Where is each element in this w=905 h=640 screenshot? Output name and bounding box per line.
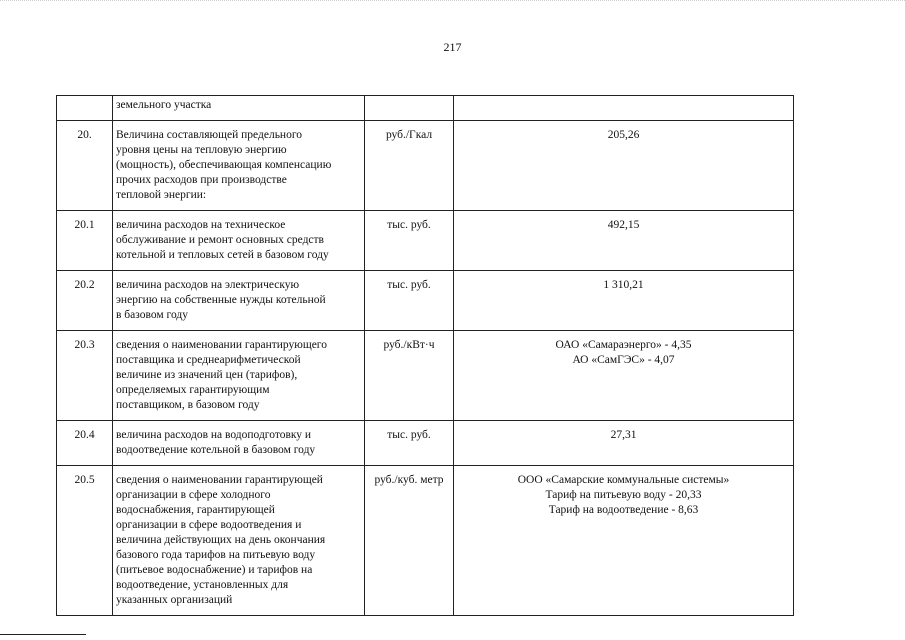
row-number: 20.3 — [57, 331, 113, 421]
row-number: 20.5 — [57, 466, 113, 616]
row-description — [113, 421, 365, 466]
table-row — [57, 211, 794, 271]
table-row — [57, 121, 794, 211]
row-description — [113, 466, 365, 616]
row-value — [454, 331, 794, 421]
tariff-table — [56, 95, 794, 616]
table-row — [57, 96, 794, 121]
row-number — [57, 96, 113, 121]
description-line: указанных организаций — [116, 594, 233, 606]
table-row — [57, 271, 794, 331]
description-line: организации в сфере водоотведения и — [116, 519, 302, 531]
row-unit: руб./кВт·ч — [365, 331, 454, 421]
description-line: базового года тарифов на питьевую воду — [116, 549, 316, 561]
description-line: прочих расходов при производстве — [116, 174, 287, 186]
scan-top-edge — [0, 0, 905, 2]
row-description — [113, 271, 365, 331]
description-line: водоотведение котельной в базовом году — [116, 444, 316, 456]
footnote-rule — [0, 634, 86, 635]
value-line: АО «СамГЭС» - 4,07 — [572, 354, 675, 366]
table-row — [57, 331, 794, 421]
row-number: 20.2 — [57, 271, 113, 331]
description-line: поставщика и среднеарифметической — [116, 354, 301, 366]
value-line: ООО «Самарские коммунальные системы» — [517, 474, 730, 486]
description-line: величина расходов на техническое — [116, 219, 286, 231]
row-description — [113, 211, 365, 271]
description-line: водоснабжения, гарантирующей — [116, 504, 275, 516]
row-value — [454, 121, 794, 211]
description-line: величина расходов на электрическую — [116, 279, 300, 291]
row-value — [454, 211, 794, 271]
description-line: Величина составляющей предельного — [116, 129, 303, 141]
value-line: Тариф на питьевую воду - 20,33 — [545, 489, 702, 501]
description-line: сведения о наименовании гарантирующего — [116, 339, 327, 351]
row-number: 20. — [57, 121, 113, 211]
row-description — [113, 121, 365, 211]
description-line: (мощность), обеспечивающая компенсацию — [116, 159, 332, 171]
row-unit — [365, 96, 454, 121]
row-unit: тыс. руб. — [365, 271, 454, 331]
row-unit: тыс. руб. — [365, 421, 454, 466]
description-line: определяемых гарантирующим — [116, 384, 270, 396]
row-value — [454, 421, 794, 466]
description-line: величина расходов на водоподготовку и — [116, 429, 312, 441]
row-unit: руб./куб. метр — [365, 466, 454, 616]
page-number: 217 — [443, 40, 462, 54]
value-line: 492,15 — [607, 219, 640, 231]
row-value — [454, 96, 794, 121]
description-line: уровня цены на тепловую энергию — [116, 144, 287, 156]
value-line: ОАО «Самараэнерго» - 4,35 — [555, 339, 692, 351]
description-line: сведения о наименовании гарантирующей — [116, 474, 323, 486]
description-line: энергию на собственные нужды котельной — [116, 294, 326, 306]
description-line: водоотведение, установленных для — [116, 579, 289, 591]
table-body — [57, 96, 794, 616]
row-number: 20.1 — [57, 211, 113, 271]
row-unit: руб./Гкал — [365, 121, 454, 211]
description-line: величина действующих на день окончания — [116, 534, 326, 546]
value-line: Тариф на водоотведение - 8,63 — [548, 504, 699, 516]
description-line: организации в сфере холодного — [116, 489, 271, 501]
row-description — [113, 96, 365, 121]
row-description — [113, 331, 365, 421]
value-line: 1 310,21 — [603, 279, 644, 291]
description-line: в базовом году — [116, 309, 188, 321]
value-line: 27,31 — [610, 429, 637, 441]
description-line: тепловой энергии: — [116, 189, 207, 201]
description-line: обслуживание и ремонт основных средств — [116, 234, 324, 246]
value-line: 205,26 — [607, 129, 640, 141]
description-line: величине из значений цен (тарифов), — [116, 369, 298, 381]
table-row — [57, 466, 794, 616]
row-value — [454, 271, 794, 331]
row-value — [454, 466, 794, 616]
description-line: земельного участка — [116, 99, 212, 111]
description-line: поставщиком, в базовом году — [116, 399, 260, 411]
description-line: (питьевое водоснабжение) и тарифов на — [116, 564, 313, 576]
row-number: 20.4 — [57, 421, 113, 466]
row-unit: тыс. руб. — [365, 211, 454, 271]
table-row — [57, 421, 794, 466]
description-line: котельной и тепловых сетей в базовом году — [116, 249, 329, 261]
